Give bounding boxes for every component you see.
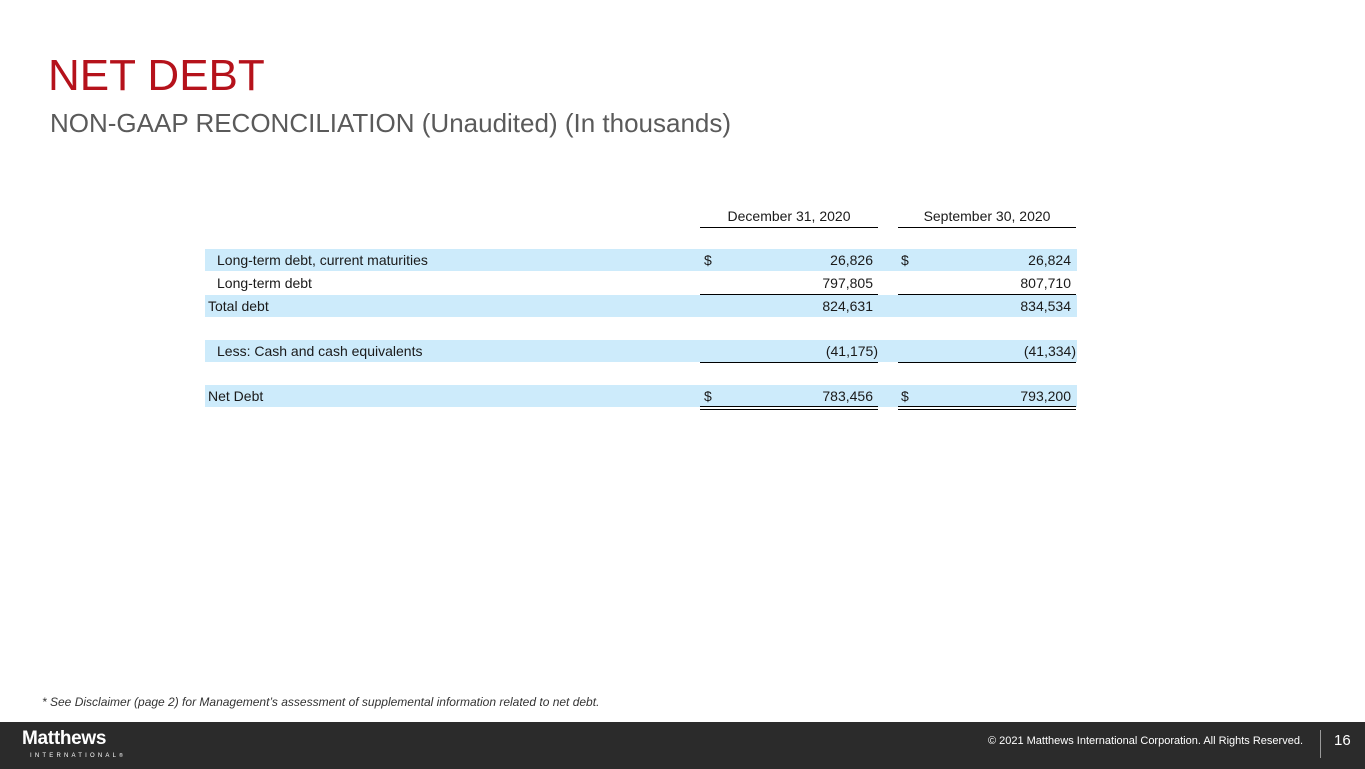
row-label: Less: Cash and cash equivalents (217, 343, 423, 359)
value-dec-2020: 797,805 (822, 275, 873, 291)
row-label: Long-term debt (217, 275, 312, 291)
value-dec-2020: 26,826 (830, 252, 873, 268)
value-sep-2020: (41,334) (1023, 343, 1076, 359)
footer-divider (1320, 730, 1321, 758)
total-double-rule (898, 406, 1076, 410)
table-row-current-maturities (205, 249, 1077, 271)
currency-symbol: $ (704, 252, 712, 268)
value-sep-2020: 793,200 (1020, 388, 1071, 404)
currency-symbol: $ (901, 252, 909, 268)
value-sep-2020: 834,534 (1020, 298, 1071, 314)
value-dec-2020: (41,175) (825, 343, 878, 359)
currency-symbol: $ (901, 388, 909, 404)
page-title: NET DEBT (48, 51, 265, 100)
table-row-cash (205, 340, 1077, 362)
logo-wordmark: Matthews (22, 728, 107, 749)
footer-bar (0, 722, 1365, 769)
row-label: Net Debt (208, 388, 264, 404)
table-row-long-term-debt (205, 272, 1077, 294)
subtotal-rule (700, 362, 878, 363)
value-sep-2020: 807,710 (1020, 275, 1071, 291)
subtotal-rule (898, 362, 1076, 363)
total-double-rule (700, 406, 878, 410)
value-sep-2020: 26,824 (1028, 252, 1071, 268)
currency-symbol: $ (704, 388, 712, 404)
row-label: Total debt (208, 298, 269, 314)
column-header-dec-2020: December 31, 2020 (700, 205, 878, 228)
table-row-net-debt (205, 385, 1077, 407)
page-number: 16 (1334, 732, 1351, 749)
value-dec-2020: 824,631 (822, 298, 873, 314)
copyright-text: © 2021 Matthews International Corporation. All Rights Reserved. (987, 735, 1303, 747)
logo-subtext: INTERNATIONAL® (30, 753, 123, 759)
table-row-total-debt (205, 295, 1077, 317)
footnote: * See Disclaimer (page 2) for Management’s assessment of supplemental information related to net debt. (42, 695, 600, 709)
value-dec-2020: 783,456 (822, 388, 873, 404)
column-header-sep-2020: September 30, 2020 (898, 205, 1076, 228)
row-label: Long-term debt, current maturities (217, 252, 428, 268)
page-subtitle: NON-GAAP RECONCILIATION (Unaudited) (In thousands) (50, 108, 732, 138)
